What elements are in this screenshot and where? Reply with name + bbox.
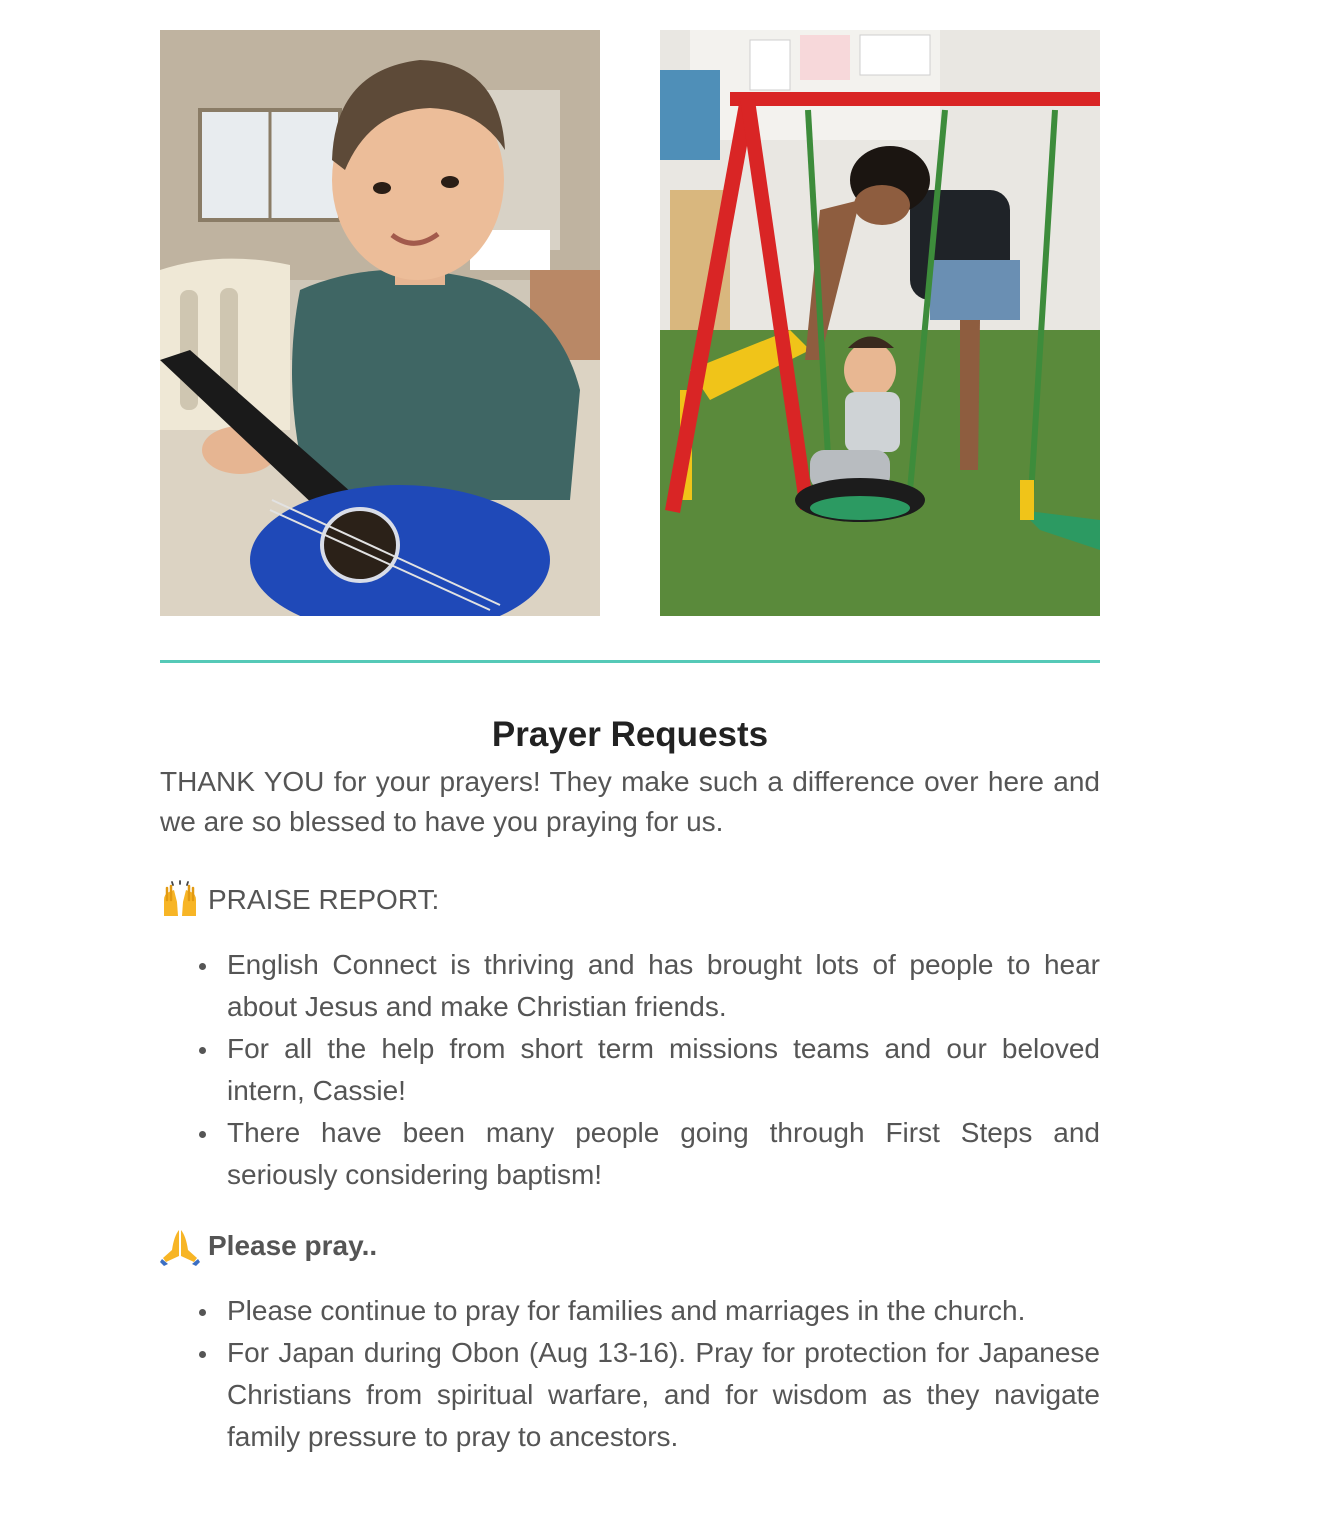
- photo-row: [160, 30, 1100, 616]
- praise-list: [160, 944, 1100, 1196]
- pray-list: [160, 1290, 1100, 1458]
- section-divider: [160, 660, 1100, 663]
- praise-report-header: [160, 880, 1100, 920]
- photo-toddler-ukulele: [160, 30, 600, 616]
- list-item: English Connect is thriving and has brought lots of people to hear about Jesus and make Christian friends.: [227, 944, 1100, 1028]
- please-pray-header: [160, 1226, 1100, 1266]
- please-pray-label: Please pray..: [208, 1230, 378, 1261]
- photo-swing: [660, 30, 1100, 616]
- intro-paragraph: THANK YOU for your prayers! They make such a difference over here and we are so blessed to have you praying for us.: [160, 766, 1100, 837]
- list-item: For Japan during Obon (Aug 13-16). Pray for protection for Japanese Christians from spiritual warfare, and for wisdom as they navigate family pressure to pray to ancestors.: [227, 1332, 1100, 1458]
- prayer-requests-section: [160, 712, 1100, 1458]
- list-item: There have been many people going through First Steps and seriously considering baptism!: [227, 1112, 1100, 1196]
- list-item: Please continue to pray for families and marriages in the church.: [227, 1290, 1100, 1332]
- folded-hands-icon: [160, 1226, 200, 1266]
- list-item: For all the help from short term missions teams and our beloved intern, Cassie!: [227, 1028, 1100, 1112]
- section-heading: Prayer Requests: [491, 715, 769, 754]
- praise-report-label: PRAISE REPORT:: [208, 884, 440, 915]
- raising-hands-icon: [160, 880, 200, 920]
